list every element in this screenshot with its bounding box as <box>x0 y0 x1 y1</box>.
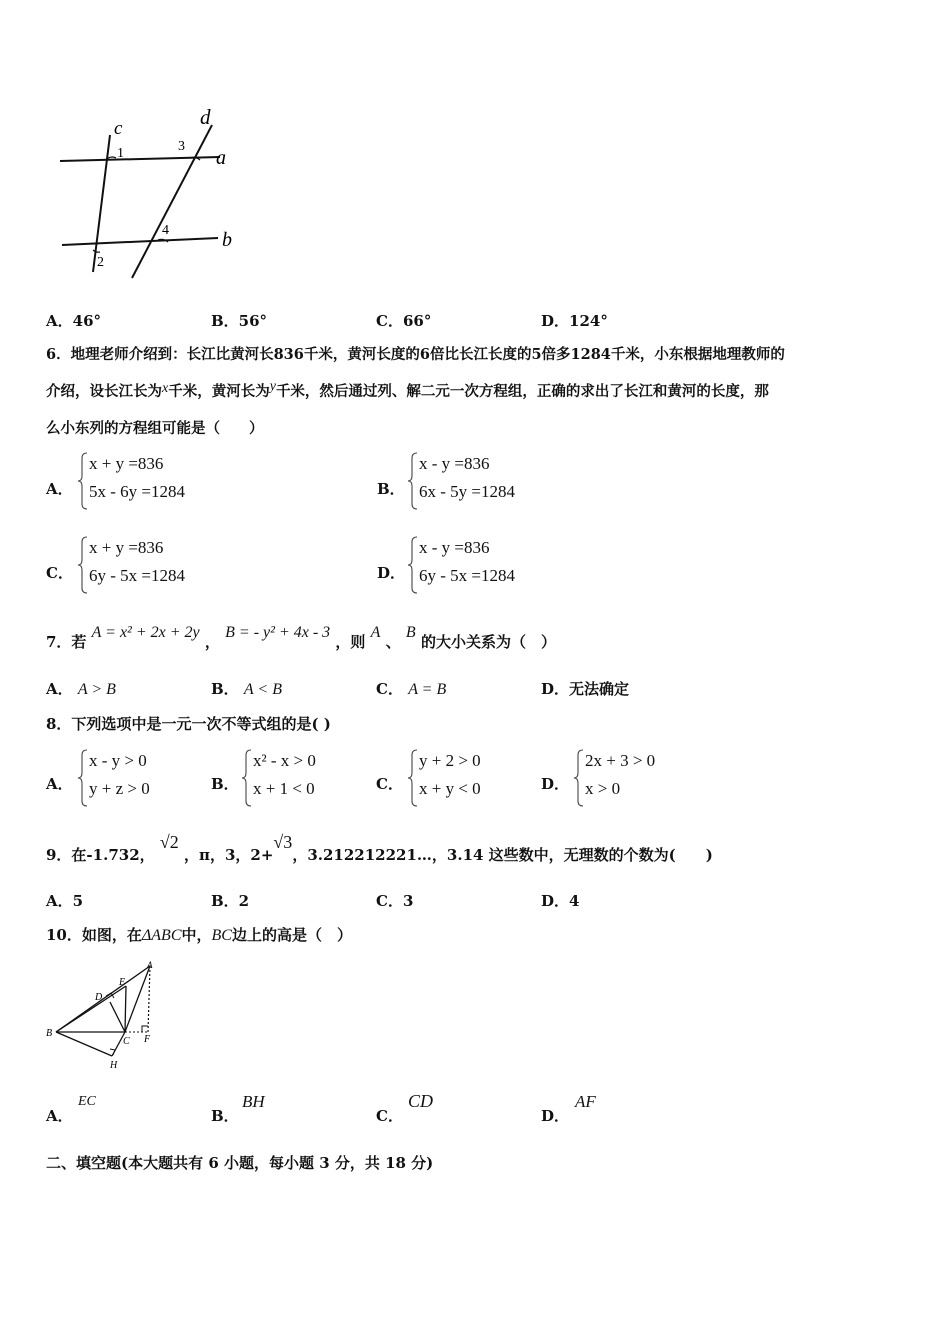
q8-stem: 8．下列选项中是一元一次不等式组的是( ) <box>46 715 331 733</box>
q5-option-d[interactable]: D．124° <box>541 312 608 330</box>
fig-label-d: D <box>95 992 103 1003</box>
q10-part-2: 中， <box>181 926 212 944</box>
q7-option-c[interactable] <box>376 679 446 700</box>
q9-option-a[interactable]: A．5 <box>46 892 84 910</box>
q10-triangle: ΔABC <box>141 927 182 944</box>
label-d: d <box>200 105 211 129</box>
q10-option-b-label[interactable]: B． <box>211 1107 239 1125</box>
fig-label-f: F <box>144 1034 151 1045</box>
q6-var-y: y <box>269 379 276 394</box>
q9-part-3: ，3.212212221…，3.14 这些数中，无理数的个数为( ) <box>292 846 713 864</box>
fig-label-h: H <box>110 1060 118 1071</box>
q9-sqrt3: √3 <box>273 832 293 852</box>
q7-mid: ，则 <box>335 633 366 651</box>
q6-option-a-label[interactable]: A． <box>46 480 73 498</box>
fig-label-c: C <box>123 1036 130 1047</box>
q9-option-c[interactable]: C．3 <box>376 892 414 910</box>
q7-a-val: A > B <box>77 681 116 698</box>
q7-prefix: 7．若 <box>46 633 87 651</box>
parallel-lines-figure <box>40 100 260 280</box>
q6-line-2 <box>46 379 769 403</box>
q9-sqrt2: √2 <box>159 832 179 852</box>
q10-option-a-val[interactable]: EC <box>78 1094 96 1109</box>
q8-c-row-2: x + y < 0 <box>419 779 481 798</box>
q6-b-row-2: 6x - 5y =1284 <box>419 482 515 501</box>
q6-b-row-1: x - y =836 <box>419 454 490 473</box>
triangle-heights-figure <box>40 958 170 1073</box>
section-2-heading: 二、填空题(本大题共有 6 小题，每小题 3 分，共 18 分) <box>46 1154 434 1172</box>
q8-option-c-label[interactable]: C． <box>376 775 403 793</box>
q6-line-2b: 千米，黄河长为 <box>168 383 270 400</box>
q8-d-row-2: x > 0 <box>585 779 621 798</box>
q7-b-label: B． <box>211 680 239 698</box>
q8-a-row-2: y + z > 0 <box>89 779 150 798</box>
q9-option-d[interactable]: D．4 <box>541 892 580 910</box>
q5-option-c[interactable]: C．66° <box>376 312 432 330</box>
q7-a-label: A． <box>46 680 73 698</box>
q6-option-b-label[interactable]: B． <box>377 480 405 498</box>
label-b: b <box>222 229 232 251</box>
q10-stem <box>46 925 352 946</box>
q7-b-val: A < B <box>243 681 282 698</box>
q8-c-row-1: y + 2 > 0 <box>419 751 481 770</box>
q8-b-row-1: x² - x > 0 <box>253 751 316 770</box>
q8-option-d-system[interactable] <box>573 749 743 807</box>
q7-option-d[interactable] <box>541 679 629 699</box>
q6-var-x: x <box>162 381 169 396</box>
q8-b-row-2: x + 1 < 0 <box>253 779 315 798</box>
q9-option-b[interactable]: B．2 <box>211 892 250 910</box>
q10-bc: BC <box>211 927 232 944</box>
q7-d-label: D． <box>541 680 570 698</box>
label-a: a <box>216 147 226 169</box>
q8-option-a-label[interactable]: A． <box>46 775 73 793</box>
q6-option-d-label[interactable]: D． <box>377 564 406 582</box>
q6-line-3: 么小东列的方程组可能是（ ） <box>46 420 264 437</box>
q10-option-d-label[interactable]: D． <box>541 1107 570 1125</box>
angle-3: 3 <box>178 139 185 154</box>
q6-option-c-label[interactable]: C． <box>46 564 73 582</box>
angle-2: 2 <box>97 255 104 270</box>
q8-option-b-label[interactable]: B． <box>211 775 239 793</box>
q7-option-b[interactable] <box>211 679 282 700</box>
q6-option-c-system[interactable] <box>77 536 247 594</box>
label-c: c <box>114 118 123 139</box>
q7-d-val: 无法确定 <box>569 680 630 698</box>
q7-var-a: A <box>370 624 381 641</box>
q6-a-row-2: 5x - 6y =1284 <box>89 482 185 501</box>
angle-1: 1 <box>117 146 124 161</box>
q7-option-a[interactable] <box>46 679 116 700</box>
q6-option-a-system[interactable] <box>77 452 247 510</box>
q7-sep: ， <box>204 633 220 651</box>
q8-d-row-1: 2x + 3 > 0 <box>585 751 656 770</box>
q6-d-row-2: 6y - 5x =1284 <box>419 566 515 585</box>
q6-line-2c: 千米，然后通过列、解二元一次方程组，正确的求出了长江和黄河的长度，那 <box>275 383 769 400</box>
q9-part-1: 9．在-1.732， <box>46 846 155 864</box>
q7-stem <box>46 622 556 656</box>
q10-part-1: 10．如图，在 <box>46 926 142 944</box>
q7-var-b: B <box>405 624 416 641</box>
q6-c-row-2: 6y - 5x =1284 <box>89 566 185 585</box>
q7-suffix: 的大小关系为（ ） <box>420 633 556 651</box>
q8-option-d-label[interactable]: D． <box>541 775 570 793</box>
q9-part-2: ，π，3，2+ <box>184 846 274 864</box>
q6-d-row-1: x - y =836 <box>419 538 490 557</box>
fig-label-a: A <box>147 960 153 970</box>
q5-option-b[interactable]: B．56° <box>211 312 268 330</box>
fig-label-b: B <box>46 1028 53 1039</box>
angle-4: 4 <box>162 223 169 238</box>
q6-a-row-1: x + y =836 <box>89 454 164 473</box>
q10-option-b-val[interactable]: BH <box>242 1092 265 1111</box>
q7-expr-b: B = - y² + 4x - 3 <box>225 624 331 641</box>
q5-option-a[interactable]: A．46° <box>46 312 102 330</box>
q10-option-a-label[interactable]: A． <box>46 1107 73 1125</box>
q7-c-val: A = B <box>408 681 447 698</box>
q6-c-row-1: x + y =836 <box>89 538 164 557</box>
q10-option-c-val[interactable]: CD <box>408 1091 434 1111</box>
q7-c-label: C． <box>376 680 403 698</box>
q6-option-d-system[interactable] <box>407 536 577 594</box>
q6-line-2a: 介绍，设长江长为 <box>46 383 162 400</box>
q6-line-1: 6．地理老师介绍到：长江比黄河长836千米，黄河长度的6倍比长江长度的5倍多1284千米，小东根据地理教师的 <box>46 346 785 363</box>
q10-option-c-label[interactable]: C． <box>376 1107 403 1125</box>
fig-label-e: E <box>119 977 126 988</box>
q8-a-row-1: x - y > 0 <box>89 751 147 770</box>
q6-option-b-system[interactable] <box>407 452 577 510</box>
q7-expr-a: A = x² + 2x + 2y <box>91 624 200 641</box>
q9-stem <box>46 832 713 864</box>
q10-option-d-val[interactable]: AF <box>575 1092 596 1111</box>
q7-dun: 、 <box>385 633 401 651</box>
q10-part-3: 边上的高是（ ） <box>231 926 352 944</box>
